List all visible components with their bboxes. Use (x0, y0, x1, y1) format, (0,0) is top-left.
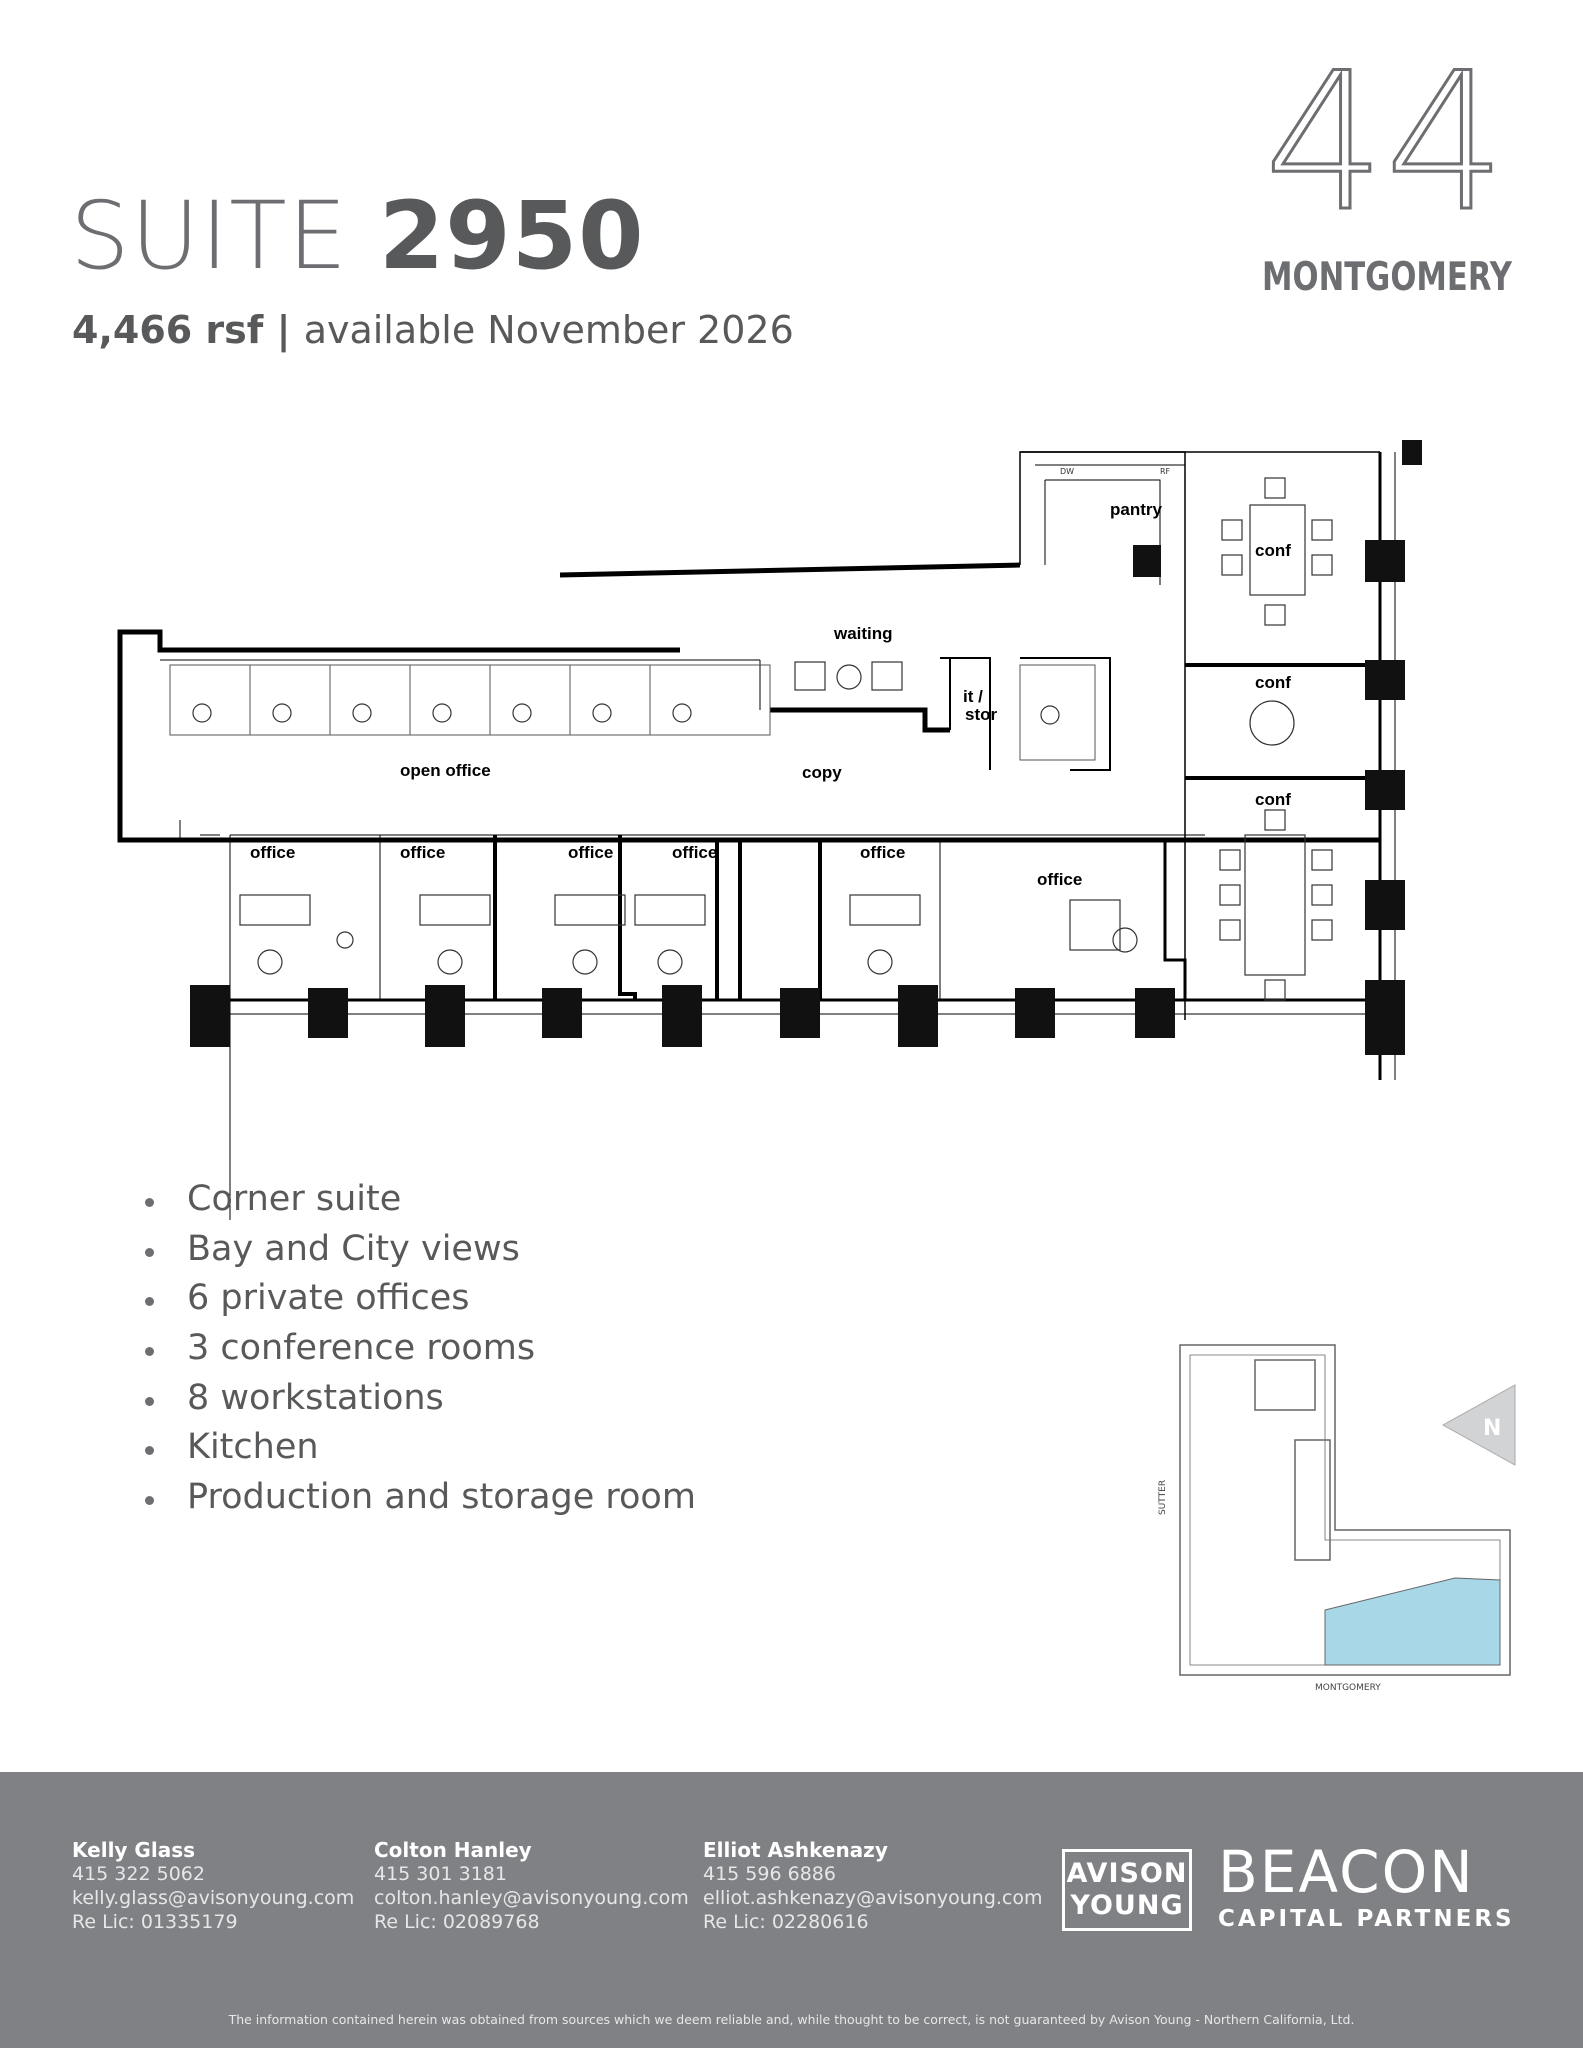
logo-number: 44 (1264, 32, 1506, 253)
contact-name: Kelly Glass (72, 1838, 195, 1862)
suite-number: 2950 (378, 182, 645, 291)
disclaimer: The information contained herein was obtained from sources which we deem reliable and, while thought to be correct, is not guaranteed by Avison Young - Northern California, Ltd. (228, 2012, 1355, 2027)
feature-item: Kitchen (142, 1423, 696, 1473)
floor-plan (80, 440, 1440, 1100)
feature-list (142, 1175, 696, 1523)
building-key-plan (1135, 1330, 1535, 1700)
contact-license: Re Lic: 02280616 (703, 1911, 869, 1933)
availability: available November 2026 (303, 308, 794, 352)
room-label-office-6: office (1037, 870, 1083, 889)
room-label-conf-2: conf (1255, 673, 1291, 692)
contact-card (703, 1838, 1043, 1934)
suite-size: 4,466 rsf (72, 308, 264, 352)
room-label-copy: copy (802, 763, 842, 782)
room-label-it: it / (963, 687, 983, 706)
contact-name: Elliot Ashkenazy (703, 1838, 888, 1862)
contact-license: Re Lic: 02089768 (374, 1911, 540, 1933)
suite-subtitle (72, 308, 794, 352)
room-label-office-1: office (250, 843, 296, 862)
avison-young-logo (1062, 1849, 1192, 1931)
beacon-capital-logo (1218, 1838, 1515, 1932)
room-label-office-4: office (672, 843, 718, 862)
room-label-conf-1: conf (1255, 541, 1291, 560)
contact-card (72, 1838, 354, 1934)
feature-item: 8 workstations (142, 1374, 696, 1424)
contact-email[interactable]: kelly.glass@avisonyoung.com (72, 1887, 355, 1909)
room-label-open-office: open office (400, 761, 491, 780)
room-label-waiting: waiting (834, 624, 893, 643)
suite-label: SUITE (70, 182, 349, 291)
feature-item: Production and storage room (142, 1473, 696, 1523)
contact-name: Colton Hanley (374, 1838, 532, 1862)
north-label: N (1483, 1416, 1502, 1441)
street-label-left: SUTTER (1158, 1479, 1168, 1515)
page-title (70, 182, 645, 291)
north-arrow-icon (1443, 1385, 1515, 1465)
beacon-logo-line1: BEACON (1218, 1838, 1475, 1906)
beacon-logo-line2: CAPITAL PARTNERS (1218, 1906, 1515, 1932)
contact-card (374, 1838, 689, 1934)
room-label-stor: stor (965, 705, 998, 724)
contact-email[interactable]: colton.hanley@avisonyoung.com (374, 1887, 689, 1909)
street-label-bottom: MONTGOMERY (1315, 1683, 1381, 1693)
contact-email[interactable]: elliot.ashkenazy@avisonyoung.com (703, 1887, 1043, 1909)
feature-item: Bay and City views (142, 1225, 696, 1275)
44-montgomery-logo (1255, 32, 1515, 300)
contact-phone[interactable]: 415 301 3181 (374, 1863, 507, 1885)
avison-logo-line2: YOUNG (1070, 1890, 1184, 1921)
fixture-dw: DW (1060, 467, 1075, 476)
room-label-office-2: office (400, 843, 446, 862)
room-label-conf-3: conf (1255, 790, 1291, 809)
feature-item: 6 private offices (142, 1274, 696, 1324)
contact-phone[interactable]: 415 322 5062 (72, 1863, 205, 1885)
feature-item: Corner suite (142, 1175, 696, 1225)
feature-item: 3 conference rooms (142, 1324, 696, 1374)
contact-license: Re Lic: 01335179 (72, 1911, 238, 1933)
room-label-office-5: office (860, 843, 906, 862)
contact-phone[interactable]: 415 596 6886 (703, 1863, 836, 1885)
room-label-office-3: office (568, 843, 614, 862)
fixture-rf: RF (1160, 467, 1171, 476)
logo-name: MONTGOMERY (1262, 255, 1513, 300)
avison-logo-line1: AVISON (1066, 1858, 1188, 1889)
room-label-pantry: pantry (1110, 500, 1162, 519)
suite-highlight (1325, 1578, 1500, 1665)
separator: | (276, 308, 291, 352)
